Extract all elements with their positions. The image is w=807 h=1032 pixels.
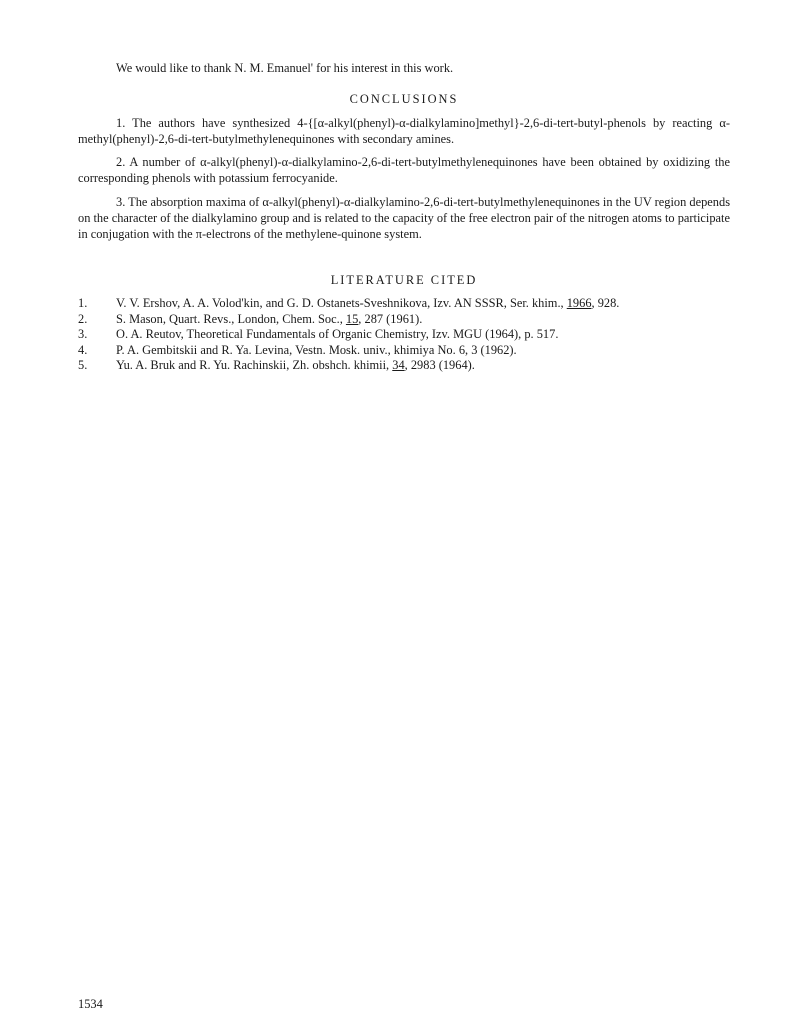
reference-number: 5.: [78, 358, 88, 373]
reference-text: [116, 358, 758, 374]
reference-number: 1.: [78, 296, 88, 310]
reference-list: [78, 296, 758, 374]
conclusions-heading: CONCLUSIONS: [349, 92, 459, 106]
reference-item: [78, 358, 758, 374]
reference-number: 3.: [78, 327, 88, 342]
reference-volume: 15: [345, 311, 359, 326]
reference-pages: , 287 (1961).: [358, 311, 423, 326]
reference-item: [78, 343, 758, 359]
reference-volume: 34: [392, 358, 405, 373]
conclusion-item-2: 2. A number of α-alkyl(phenyl)-α-dialkylamino-2,6-di-tert-butylmethylenequinones have been obtained by oxidizing the corresponding phenols with potassium ferrocyanide.: [78, 155, 730, 185]
conclusion-item-3: 3. The absorption maxima of α-alkyl(phenyl)-α-dialkylamino-2,6-di-tert-butylmethylenequinones in the UV region depends on the character of the dialkylamino group and is related to the capacity of the free electron pair of the nitrogen atoms to participate in conjugation with the π-electrons of the methylene-quinone system.: [78, 195, 731, 241]
reference-text: [116, 327, 758, 343]
reference-citation: V. V. Ershov, A. A. Volod'kin, and G. D. Ostanets-Sveshnikova, Izv. AN SSSR, Ser. khim.,: [116, 296, 567, 310]
reference-item: [78, 296, 758, 312]
reference-text: [116, 312, 758, 328]
reference-citation: P. A. Gembitskii and R. Ya. Levina, Vestn. Mosk. univ., khimiya No. 6, 3 (1962).: [116, 342, 517, 357]
acknowledgment-text: We would like to thank N. M. Emanuel' for his interest in this work.: [116, 61, 454, 75]
reference-pages: , 2983 (1964).: [404, 358, 475, 373]
reference-number: 4.: [78, 342, 88, 357]
reference-volume: 1966: [566, 296, 592, 310]
reference-item: [78, 327, 758, 343]
reference-text: [116, 296, 758, 312]
reference-text: [116, 343, 758, 359]
reference-citation: O. A. Reutov, Theoretical Fundamentals of Organic Chemistry, Izv. MGU (1964), p. 517.: [116, 327, 559, 342]
reference-citation: S. Mason, Quart. Revs., London, Chem. Soc.,: [116, 311, 346, 326]
literature-cited-heading: LITERATURE CITED: [330, 273, 478, 287]
reference-number: 2.: [78, 311, 88, 326]
reference-item: [78, 312, 758, 328]
conclusion-item-1: 1. The authors have synthesized 4-{[α-alkyl(phenyl)-α-dialkylamino]methyl}-2,6-di-tert-butyl-phenols by reacting α-methyl(phenyl)-2,6-di-tert-butylmethylenequinones with secondary amines.: [78, 116, 730, 146]
page-number: 1534: [78, 997, 103, 1011]
reference-citation: Yu. A. Bruk and R. Yu. Rachinskii, Zh. obshch. khimii,: [116, 358, 393, 373]
reference-pages: , 928.: [591, 296, 620, 310]
